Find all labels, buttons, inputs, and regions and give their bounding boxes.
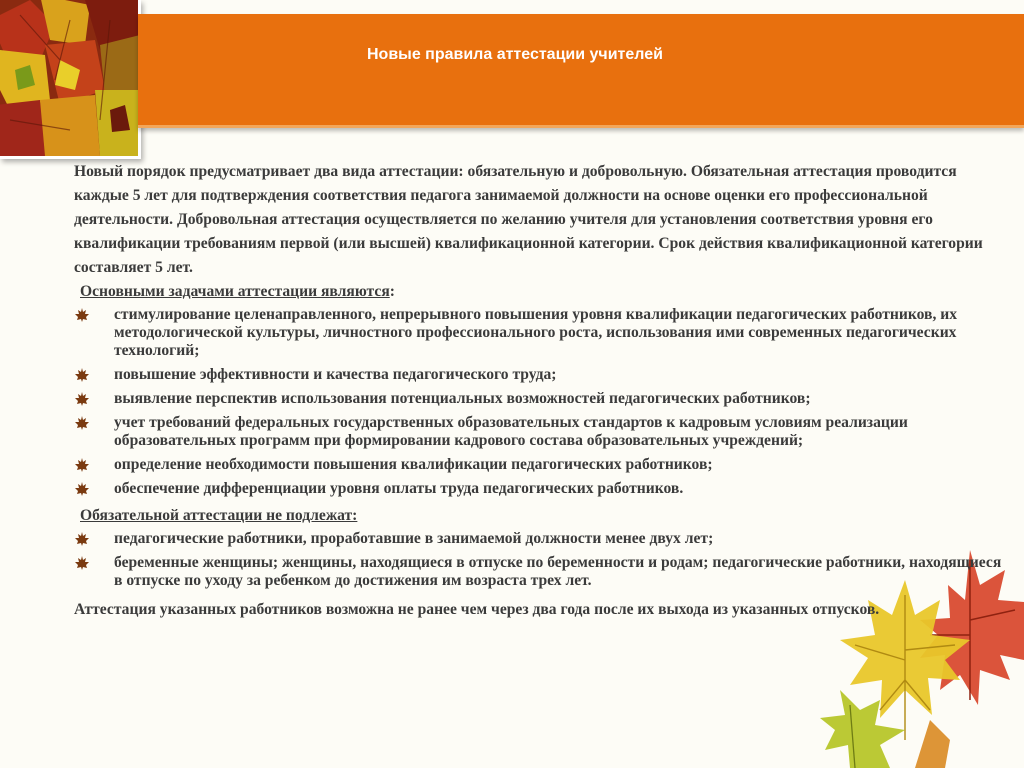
- maple-leaf-bullet-icon: [74, 367, 90, 383]
- header-band: [138, 14, 1024, 128]
- autumn-leaves-photo: [0, 0, 141, 159]
- list-item: [74, 530, 1009, 548]
- maple-leaf-bullet-icon: [74, 307, 90, 323]
- list-item: [74, 414, 1009, 450]
- tasks-heading-text: Основными задачами аттестации являются: [80, 283, 390, 300]
- exempt-list: [74, 530, 1009, 590]
- maple-leaf-bullet-icon: [74, 531, 90, 547]
- tasks-heading: [74, 280, 1009, 304]
- list-item-text: обеспечение дифференциации уровня оплаты труда педагогических работников.: [114, 480, 684, 497]
- intro-paragraph: Новый порядок предусматривает два вида аттестации: обязательную и добровольную. Обязательная аттестация проводится каждые 5 лет для подтверждения соответствия педагога занимаемой должности на основе оценки его профессиональной деятельности. Добровольная аттестация осуществляется по желанию учителя для установления соответствия уровня его квалификации требованиям первой (или высшей) квалификационной категории. Срок действия квалификационной категории составляет 5 лет.: [74, 163, 983, 276]
- list-item: [74, 480, 1009, 498]
- maple-leaf-bullet-icon: [74, 481, 90, 497]
- list-item: [74, 390, 1009, 408]
- slide-content: [74, 160, 1009, 624]
- list-item-text: выявление перспектив использования потенциальных возможностей педагогических работников;: [114, 390, 811, 407]
- maple-leaf-bullet-icon: [74, 555, 90, 571]
- list-item: [74, 456, 1009, 474]
- list-item-text: педагогические работники, проработавшие в занимаемой должности менее двух лет;: [114, 530, 714, 547]
- list-item: [74, 554, 1009, 590]
- tasks-list: [74, 306, 1009, 498]
- list-item-text: беременные женщины; женщины, находящиеся в отпуске по беременности и родам; педагогические работники, находящиеся в отпуске по уходу за ребенком до достижения им возраста трех лет.: [114, 554, 1002, 589]
- exempt-heading: [74, 504, 1009, 528]
- list-item: [74, 306, 1009, 360]
- exempt-heading-text: Обязательной аттестации не подлежат:: [80, 507, 358, 524]
- list-item: [74, 366, 1009, 384]
- slide-title: Новые правила аттестации учителей: [367, 46, 663, 63]
- list-item-text: учет требований федеральных государственных образовательных стандартов к кадровым условиям реализации образовательных программ при формировании кадрового состава образовательных учреждений;: [114, 414, 908, 449]
- closing-paragraph: Аттестация указанных работников возможна не ранее чем через два года после их выхода из указанных отпусков.: [74, 601, 880, 618]
- maple-leaf-bullet-icon: [74, 391, 90, 407]
- list-item-text: стимулирование целенаправленного, непрерывного повышения уровня квалификации педагогических работников, их методологической культуры, личностного профессионального роста, использования ими современных педагогических технологий;: [114, 306, 958, 359]
- maple-leaf-bullet-icon: [74, 415, 90, 431]
- list-item-text: определение необходимости повышения квалификации педагогических работников;: [114, 456, 713, 473]
- list-item-text: повышение эффективности и качества педагогического труда;: [114, 366, 557, 383]
- tasks-heading-colon: :: [389, 283, 395, 300]
- maple-leaf-bullet-icon: [74, 457, 90, 473]
